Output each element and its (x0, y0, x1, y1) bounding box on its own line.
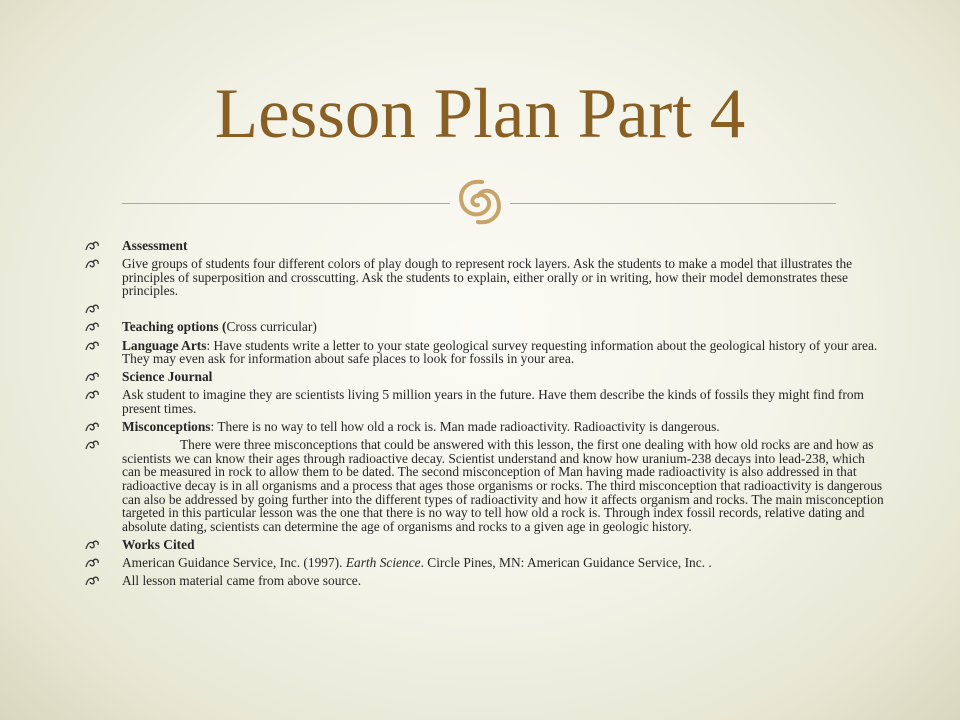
item-text: Cross curricular) (226, 319, 317, 335)
title-divider-left (122, 203, 450, 204)
fleuron-bullet-icon (84, 421, 100, 433)
ornate-scroll-icon (452, 174, 508, 230)
list-item (84, 320, 884, 334)
fleuron-bullet-icon (84, 575, 100, 587)
title-divider-right (510, 203, 836, 204)
item-label: Language Arts (122, 337, 207, 353)
list-item (84, 339, 884, 366)
list-item (84, 388, 884, 415)
fleuron-bullet-icon (84, 321, 100, 333)
fleuron-bullet-icon (84, 539, 100, 551)
item-text: : Have students write a letter to your state geological survey requesting information about the geological history of your area. They may even ask for information about safe places to look for fossils in your area. (122, 337, 878, 367)
item-text: All lesson material came from above source. (122, 572, 362, 588)
fleuron-bullet-icon (84, 258, 100, 270)
bullet-list (84, 239, 884, 592)
fleuron-bullet-icon (84, 303, 100, 315)
list-item (84, 239, 884, 253)
list-item (84, 370, 884, 384)
book-title: Earth Science (345, 554, 421, 570)
list-item (84, 420, 884, 434)
item-text: American Guidance Service, Inc. (1997). (122, 554, 346, 570)
fleuron-bullet-icon (84, 371, 100, 383)
fleuron-bullet-icon (84, 439, 100, 451)
item-label: Works Cited (122, 536, 195, 552)
list-item (84, 574, 884, 588)
item-text: : There is no way to tell how old a rock is. Man made radioactivity. Radioactivity is dangerous. (210, 419, 720, 435)
item-text-after: . Circle Pines, MN: American Guidance Service, Inc. . (420, 554, 712, 570)
item-label: Misconceptions (122, 419, 211, 435)
item-text: Give groups of students four different colors of play dough to represent rock layers. Ask the students to make a model that illustrates the principles of superposition and crosscutting. Ask the students to explain, either orally or in writing, how their model demonstrates these principles. (122, 256, 853, 299)
item-text: There were three misconceptions that could be answered with this lesson, the first one dealing with how old rocks are and how as scientists we can know their ages through radioactive decay. Scientist understand and know how uranium-238 decays into lead-238, which can be measured in rock to allow them to be dated. The second misconception of Man having made radioactivity is also addressed in that radioactive decay is in all organisms and a process that ages those organisms or rocks. The third misconception that radioactivity is dangerous can also be addressed by going further into the different types of radioactivity and how it affects organism and rocks. The main misconception targeted in this particular lesson was the one that there is no way to tell how old a rock is. Through index fossil records, relative dating and absolute dating, scientists can determine the age of organisms and rocks to a given age in geologic history. (122, 437, 884, 534)
slide-title: Lesson Plan Part 4 (214, 75, 746, 153)
item-label: Assessment (122, 238, 188, 253)
fleuron-bullet-icon (84, 340, 100, 352)
list-item (84, 556, 884, 570)
list-item (84, 257, 884, 298)
fleuron-bullet-icon (84, 240, 100, 252)
item-text: Ask student to imagine they are scientists living 5 million years in the future. Have them describe the kinds of fossils they might find from present times. (122, 387, 864, 416)
list-item (84, 538, 884, 552)
list-item (84, 438, 884, 533)
item-label: Science Journal (122, 369, 213, 385)
item-label: Teaching options ( (122, 319, 227, 335)
fleuron-bullet-icon (84, 389, 100, 401)
list-item (84, 302, 884, 316)
fleuron-bullet-icon (84, 557, 100, 569)
